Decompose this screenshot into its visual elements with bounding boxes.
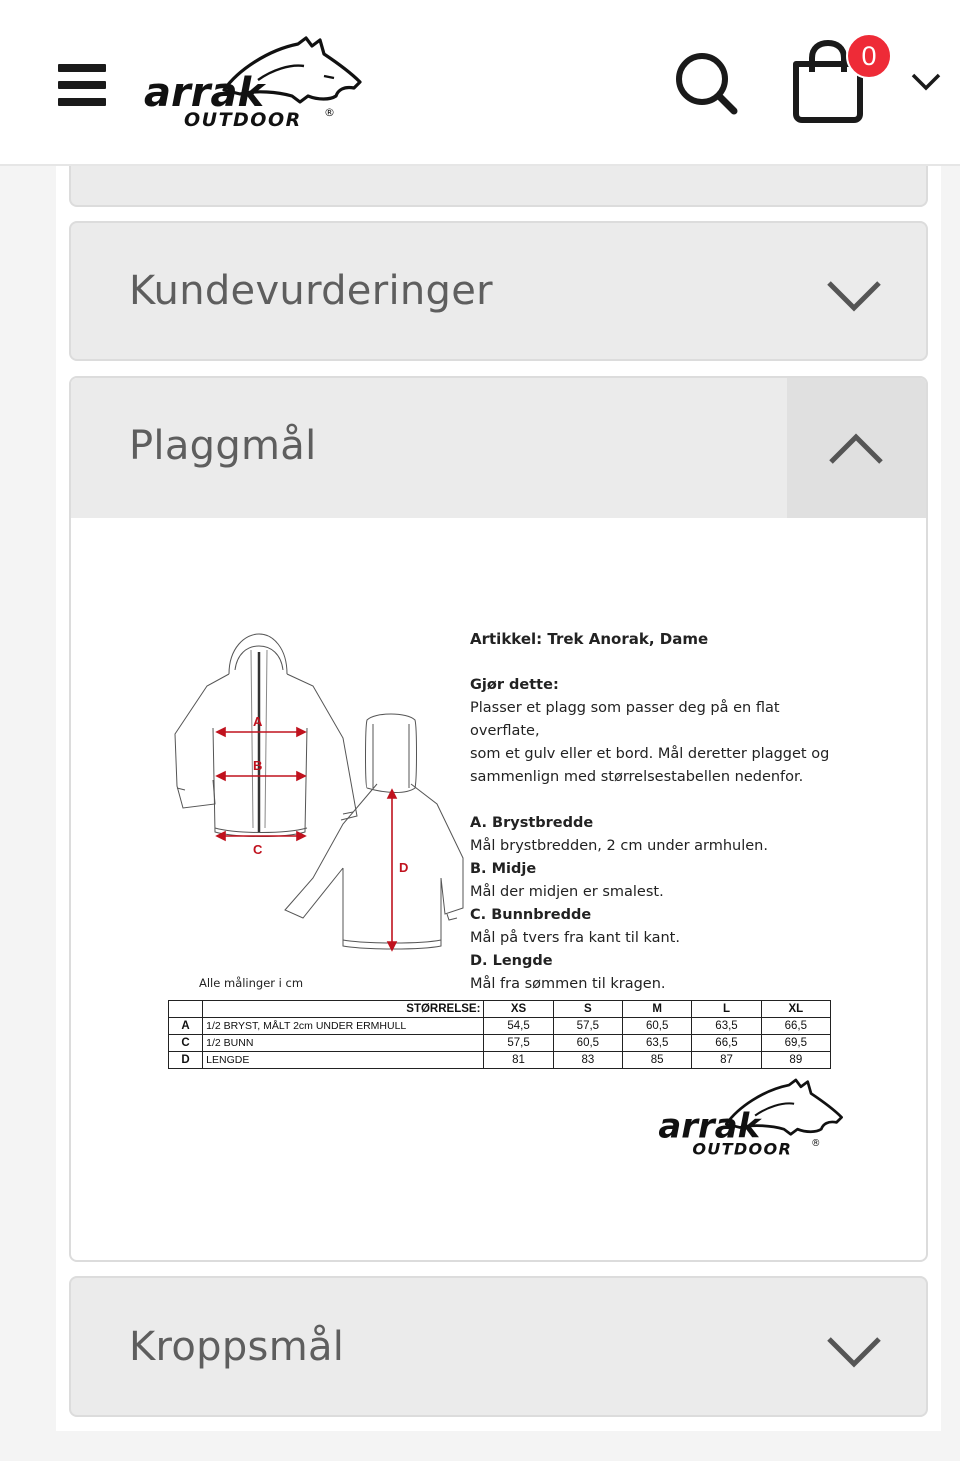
anorak-sketch [167, 628, 473, 954]
row-code: D [169, 1052, 203, 1069]
size-table-header [169, 1001, 831, 1018]
row-code: A [169, 1018, 203, 1035]
size-header: L [692, 1001, 761, 1018]
brand-logo-small [655, 1078, 845, 1160]
size-header: XS [484, 1001, 553, 1018]
cell-value: 54,5 [484, 1018, 553, 1035]
menu-icon-bar [58, 64, 106, 72]
row-label: 1/2 BRYST, MÅLT 2cm UNDER ERMHULL [203, 1018, 484, 1035]
row-label: LENGDE [203, 1052, 484, 1069]
measure-label-d: D [399, 860, 409, 875]
chevron-up-icon [828, 432, 884, 466]
instruction-line: som et gulv eller et bord. Mål deretter plagget og [470, 746, 830, 762]
brand-subtitle: OUTDOOR [692, 1139, 793, 1159]
measure-heading: B. Midje [470, 861, 537, 877]
cart-count-badge[interactable]: 0 [846, 33, 892, 79]
size-guide-instructions [470, 628, 850, 996]
measure-text: Mål brystbredden, 2 cm under armhulen. [470, 838, 768, 854]
cell-value: 69,5 [761, 1035, 830, 1052]
size-header: M [623, 1001, 692, 1018]
cell-value: 81 [484, 1052, 553, 1069]
brand-logo[interactable] [140, 36, 364, 132]
cell-value: 83 [553, 1052, 622, 1069]
measure-text: Mål der midjen er smalest. [470, 884, 664, 900]
cell-value: 63,5 [692, 1018, 761, 1035]
chevron-down-icon [826, 279, 882, 313]
accordion-header[interactable] [71, 378, 926, 518]
article-title: Artikkel: Trek Anorak, Dame [470, 630, 709, 648]
row-label: 1/2 BUNN [203, 1035, 484, 1052]
cell-value: 57,5 [484, 1035, 553, 1052]
size-header: S [553, 1001, 622, 1018]
chevron-down-icon[interactable] [908, 68, 944, 96]
measure-heading: D. Lengde [470, 953, 553, 969]
size-table [168, 1000, 831, 1069]
table-row [169, 1052, 831, 1069]
size-label: STØRRELSE: [203, 1001, 484, 1018]
cell-value: 85 [623, 1052, 692, 1069]
measure-heading: C. Bunnbredde [470, 907, 592, 923]
cell-value: 66,5 [692, 1035, 761, 1052]
accordion-title: Kundevurderinger [129, 268, 493, 314]
cell-value: 60,5 [553, 1035, 622, 1052]
menu-button[interactable] [58, 64, 106, 106]
instruction-line: Plasser et plagg som passer deg på en flat overflate, [470, 700, 780, 739]
instruction-line: sammenlign med størrelsestabellen nedenfor. [470, 769, 804, 785]
menu-icon-bar [58, 98, 106, 106]
accordion-customer-reviews[interactable] [69, 221, 928, 361]
measure-text: Mål fra sømmen til kragen. [470, 976, 666, 992]
cell-value: 57,5 [553, 1018, 622, 1035]
registered-mark: ® [324, 106, 335, 119]
accordion-body-measures[interactable] [69, 1276, 928, 1417]
table-row [169, 1018, 831, 1035]
brand-wordmark: arrak [658, 1106, 761, 1146]
measure-label-c: C [253, 842, 263, 857]
registered-mark: ® [811, 1138, 821, 1150]
cell-value: 89 [761, 1052, 830, 1069]
units-note: Alle målinger i cm [199, 976, 304, 990]
chevron-down-icon [826, 1335, 882, 1369]
row-code: C [169, 1035, 203, 1052]
measure-heading: A. Brystbredde [470, 815, 594, 831]
table-row [169, 1035, 831, 1052]
brand-subtitle: OUTDOOR [184, 109, 302, 131]
brand-wordmark: arrak [144, 70, 265, 116]
cell-value: 87 [692, 1052, 761, 1069]
cell-value: 63,5 [623, 1035, 692, 1052]
menu-icon-bar [58, 81, 106, 89]
size-guide [71, 518, 926, 1260]
site-header [0, 0, 960, 166]
accordion-title: Kroppsmål [129, 1324, 345, 1370]
cell-value: 60,5 [623, 1018, 692, 1035]
measure-label-b: B [253, 758, 263, 773]
size-header: XL [761, 1001, 830, 1018]
accordion-title: Plaggmål [129, 423, 317, 469]
measure-label-a: A [253, 714, 263, 729]
search-icon[interactable] [672, 50, 742, 120]
accordion-toggle[interactable] [787, 378, 926, 518]
measure-text: Mål på tvers fra kant til kant. [470, 930, 680, 946]
accordion-garment-measures [69, 376, 928, 1262]
do-this-heading: Gjør dette: [470, 677, 559, 693]
cell-value: 66,5 [761, 1018, 830, 1035]
